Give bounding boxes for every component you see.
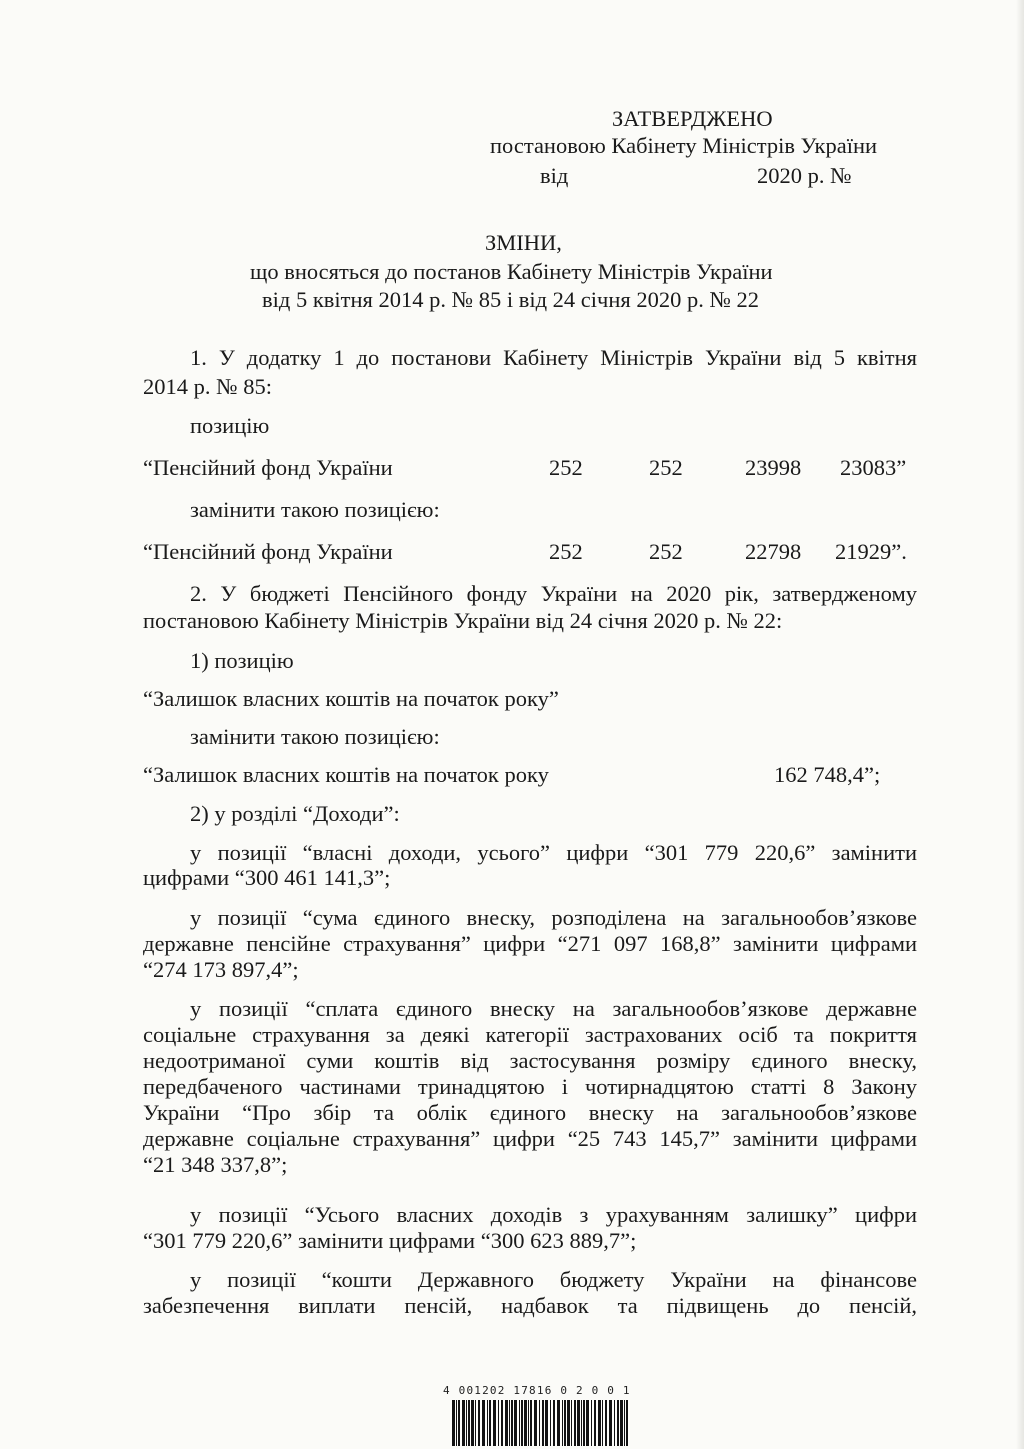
barcode-bar <box>598 1400 601 1446</box>
barcode-bar <box>617 1400 619 1446</box>
p2-line2: державне пенсійне страхування” цифри “271 097 168,8” замінити цифрами <box>143 931 917 956</box>
barcode-bar <box>542 1400 544 1446</box>
old-row-c4: 23083” <box>840 455 907 480</box>
p2-line3: “274 173 897,4”; <box>143 957 299 982</box>
barcode-bar <box>553 1400 555 1446</box>
barcode-bar <box>545 1400 548 1446</box>
barcode-bar <box>620 1400 623 1446</box>
old-balance: “Залишок власних коштів на початок року” <box>143 686 559 711</box>
barcode-bar <box>626 1400 628 1446</box>
barcode-bar <box>534 1400 537 1446</box>
barcode-bar <box>602 1400 603 1446</box>
old-row-name: “Пенсійний фонд України <box>143 455 393 480</box>
barcode-bar <box>456 1400 457 1446</box>
date-suffix: 2020 р. № <box>757 163 852 188</box>
barcode-bar <box>581 1400 582 1446</box>
p2-line1: у позиції “сума єдиного внеску, розподілена на загальнообов’язкове <box>190 905 917 930</box>
barcode-bar <box>519 1400 520 1446</box>
new-row-name: “Пенсійний фонд України <box>143 539 393 564</box>
section2-para-line2: постановою Кабінету Міністрів України від 24 січня 2020 р. № 22: <box>143 608 783 633</box>
barcode-bar <box>478 1400 480 1446</box>
p1-line1: у позиції “власні доходи, усього” цифри “301 779 220,6” замінити <box>190 840 917 865</box>
item-2: 2) у розділі “Доходи”: <box>190 801 400 826</box>
new-row-c4: 21929”. <box>835 539 907 564</box>
date-prefix: від <box>540 163 569 188</box>
barcode-bar <box>514 1400 517 1446</box>
barcode-bar <box>521 1400 523 1446</box>
document-title: ЗМІНИ, <box>485 230 562 255</box>
old-row-c1: 252 <box>549 455 583 480</box>
barcode-bar <box>609 1400 612 1446</box>
barcode-bar <box>574 1400 576 1446</box>
barcode-bar <box>550 1400 551 1446</box>
barcode-bar <box>475 1400 476 1446</box>
barcode-bar <box>586 1400 589 1446</box>
barcode-bar <box>577 1400 580 1446</box>
barcode-bar <box>614 1400 615 1446</box>
barcode-bar <box>482 1400 485 1446</box>
barcode-bar <box>594 1400 596 1446</box>
p4-line2: “301 779 220,6” замінити цифрами “300 623 889,7”; <box>143 1228 637 1253</box>
decree-line: постановою Кабінету Міністрів України <box>490 133 878 158</box>
new-balance-label: “Залишок власних коштів на початок року <box>143 762 549 787</box>
barcode-bar <box>487 1400 488 1446</box>
old-row-c2: 252 <box>649 455 683 480</box>
barcode-bar <box>471 1400 474 1446</box>
barcode-bar <box>571 1400 572 1446</box>
barcode-bar <box>501 1400 503 1446</box>
p4-line1: у позиції “Усього власних доходів з урахуванням залишку” цифри <box>190 1202 917 1227</box>
title-line-2: від 5 квітня 2014 р. № 85 і від 24 січня 2020 р. № 22 <box>262 287 760 312</box>
barcode-bar <box>511 1400 513 1446</box>
barcode-icon <box>452 1400 630 1446</box>
barcode-bar <box>524 1400 527 1446</box>
position-word: позицію <box>190 413 270 438</box>
barcode-bar <box>583 1400 585 1446</box>
barcode-bar <box>567 1400 570 1446</box>
replace-with-2: замінити такою позицією: <box>190 724 440 749</box>
barcode-bar <box>591 1400 592 1446</box>
barcode-bar <box>557 1400 560 1446</box>
barcode-bar <box>605 1400 607 1446</box>
p3-line4: передбаченого частинами тринадцятою і чотирнадцятою статті 8 Закону <box>143 1074 917 1099</box>
barcode-bar <box>452 1400 455 1446</box>
replace-with-1: замінити такою позицією: <box>190 497 440 522</box>
section1-para-line1: 1. У додатку 1 до постанови Кабінету Міністрів України від 5 квітня <box>190 345 917 370</box>
barcode-bar <box>624 1400 625 1446</box>
barcode-number: 4 001202 17816 0 2 0 0 1 <box>443 1384 631 1397</box>
p3-line1: у позиції “сплата єдиного внеску на загальнообов’язкове державне <box>190 996 917 1021</box>
item-1: 1) позицію <box>190 648 294 673</box>
approved-stamp: ЗАТВЕРДЖЕНО <box>612 106 773 131</box>
barcode-bar <box>509 1400 510 1446</box>
barcode-bar <box>466 1400 467 1446</box>
barcode-bar <box>498 1400 499 1446</box>
scan-edge <box>1016 0 1024 1449</box>
p5-line1: у позиції “кошти Державного бюджету України на фінансове <box>190 1267 917 1292</box>
barcode-bar <box>505 1400 508 1446</box>
barcode-bar <box>493 1400 496 1446</box>
barcode-bar <box>539 1400 540 1446</box>
new-row-c2: 252 <box>649 539 683 564</box>
barcode-bar <box>462 1400 465 1446</box>
new-row-c1: 252 <box>549 539 583 564</box>
barcode-bar <box>458 1400 460 1446</box>
p3-line3: недоотриманої суми коштів від застосування розміру єдиного внеску, <box>143 1048 917 1073</box>
section2-para-line1: 2. У бюджеті Пенсійного фонду України на 2020 рік, затвердженому <box>190 581 917 606</box>
p1-line2: цифрами “300 461 141,3”; <box>143 865 391 890</box>
p5-line2: забезпечення виплати пенсій, надбавок та підвищень до пенсій, <box>143 1293 917 1318</box>
barcode-bar <box>528 1400 529 1446</box>
barcode-bar <box>564 1400 566 1446</box>
new-balance-value: 162 748,4”; <box>774 762 881 787</box>
title-line-1: що вносяться до постанов Кабінету Міністрів України <box>250 259 773 284</box>
old-row-c3: 23998 <box>745 455 802 480</box>
new-row-c3: 22798 <box>745 539 802 564</box>
p3-line6: державне соціальне страхування” цифри “25 743 145,7” замінити цифрами <box>143 1126 917 1151</box>
barcode-bar <box>468 1400 470 1446</box>
section1-para-line2: 2014 р. № 85: <box>143 374 272 399</box>
barcode-bar <box>562 1400 563 1446</box>
p3-line2: соціальне страхування за деякі категорії застрахованих осіб та покриття <box>143 1022 917 1047</box>
barcode-bar <box>530 1400 532 1446</box>
p3-line5: України “Про збір та облік єдиного внеску на загальнообов’язкове <box>143 1100 917 1125</box>
barcode-bar <box>489 1400 491 1446</box>
p3-line7: “21 348 337,8”; <box>143 1152 288 1177</box>
